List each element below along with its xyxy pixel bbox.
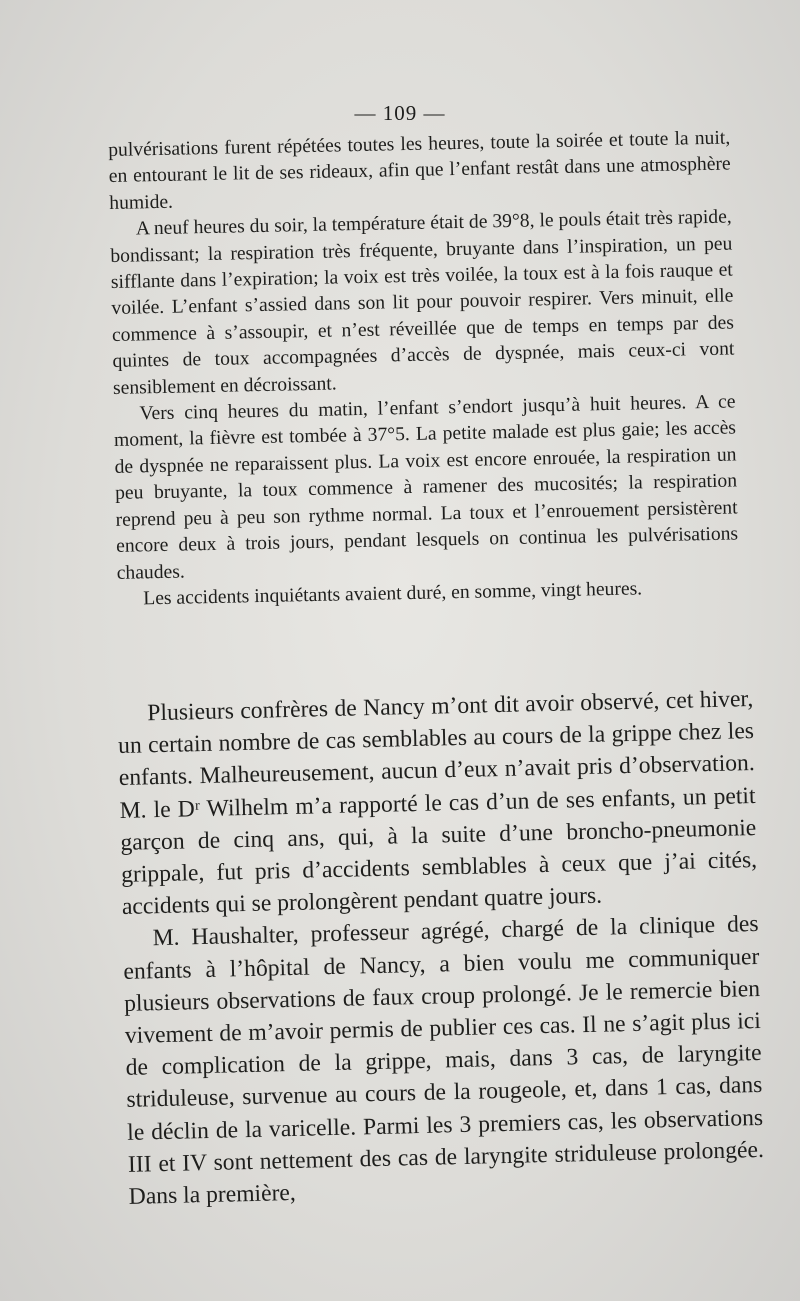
paragraph: M. Haushalter, professeur agrégé, chargé de la clinique des enfants à l’hôpital de Nancy, a bien voulu me communiquer plusieurs observations de faux croup prolongé. Je le remercie bien vivement de m’avoir permis de publier ces cas. Il ne s’agit plus ici de complication de la grippe, mais, dans 3 cas, de laryngite striduleuse, survenue au cours de la rougeole, et, dans 1 cas, dans le déclin de la varicelle. Parmi les 3 premiers cas, les observations III et IV sont nettement des cas de laryngite striduleuse prolongée. Dans la première, bbox=[123, 911, 765, 1210]
paragraph: A neuf heures du soir, la température était de 39°8, le pouls était très rapide, bondissant; la respiration très fréquente, bruyante dans l’inspiration, un peu sifflante dans l’expiration; la voix est très voilée, la toux est à la fois rauque et voilée. L’enfant s’assied dans son lit pour pouvoir respirer. Vers minuit, elle commence à s’assoupir, et n’est réveillée que de temps en temps par des quintes de toux accompagnées d’accès de dyspnée, mais ceux-ci vont sensiblement en décroissant. bbox=[110, 206, 735, 399]
paragraph-continuation: pulvérisations furent répétées toutes les heures, toute la soirée et toute la nuit, en entourant le lit de ses rideaux, afin que l’enfant restât dans une atmosphère humide. bbox=[108, 127, 731, 214]
page-number: — 109 — bbox=[354, 101, 446, 125]
paragraph: Les accidents inquiétants avaient duré, en somme, vingt heures. bbox=[143, 578, 643, 610]
paragraph: Vers cinq heures du matin, l’enfant s’endort jusqu’à huit heures. A ce moment, la fièvre est tombée à 37°5. La petite malade est plus gaie; les accès de dyspnée ne reparaissent plus. La voix est encore enrouée, la respiration un peu bruyante, la toux commence à ramener des mucosités; la respiration reprend peu à peu son rythme normal. La toux et l’enrouement persistèrent encore deux à trois jours, pendant lesquels on continua les pulvérisations chaudes. bbox=[113, 391, 739, 584]
paragraph: Plusieurs confrères de Nancy m’ont dit avoir observé, cet hiver, un certain nombre de cas semblables au cours de la grippe chez les enfants. Malheureusement, aucun d’eux n’avait pris d’observation. M. le Dʳ Wilhelm m’a rapporté le cas d’un de ses enfants, un petit garçon de cinq ans, qui, à la suite d’une broncho-pneumonie grippale, fut pris d’accidents semblables à ceux que j’ai cités, accidents qui se prolongèrent pendant quatre jours. bbox=[117, 686, 758, 921]
text-block-small bbox=[108, 126, 739, 614]
text-block-large bbox=[117, 683, 765, 1213]
